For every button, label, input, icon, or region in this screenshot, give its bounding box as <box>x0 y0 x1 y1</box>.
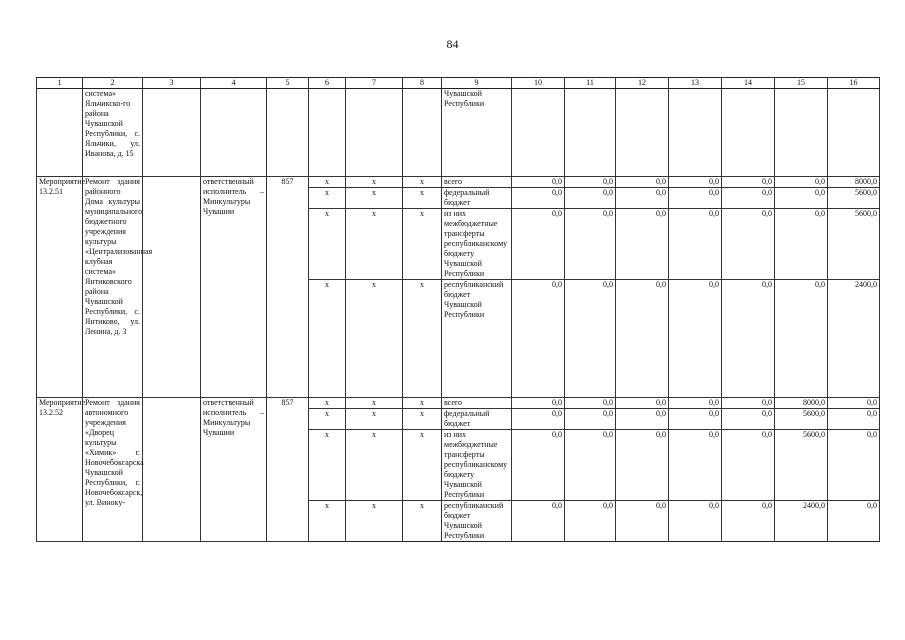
cell: х <box>309 430 346 501</box>
funding-source: федеральный бюджет <box>442 409 512 430</box>
funding-source: федеральный бюджет <box>442 188 512 209</box>
measure-id: Мероприятие 13.2.51 <box>37 177 83 398</box>
value: 0,0 <box>565 398 616 409</box>
value: 2400,0 <box>828 280 880 398</box>
value: 0,0 <box>512 398 565 409</box>
value: 0,0 <box>669 409 722 430</box>
col-number: 11 <box>565 78 616 89</box>
value: 5600,0 <box>775 430 828 501</box>
cell: х <box>346 501 403 542</box>
cell: х <box>309 188 346 209</box>
value: 0,0 <box>616 398 669 409</box>
value: 0,0 <box>565 409 616 430</box>
value: 0,0 <box>616 501 669 542</box>
cell: х <box>309 409 346 430</box>
funding-source: республиканский бюджет Чувашской Республики <box>442 280 512 398</box>
executor: ответственный исполнитель – Минкультуры Чувашии <box>201 398 267 542</box>
value: 8000,0 <box>828 177 880 188</box>
value: 0,0 <box>565 177 616 188</box>
executor: ответственный исполнитель – Минкультуры Чувашии <box>201 177 267 398</box>
continuation-source: Чувашской Республики <box>442 89 512 177</box>
col-number: 4 <box>201 78 267 89</box>
cell: х <box>403 430 442 501</box>
value: 0,0 <box>616 409 669 430</box>
value: 0,0 <box>775 280 828 398</box>
col-number: 7 <box>346 78 403 89</box>
value: 0,0 <box>669 430 722 501</box>
cell: х <box>309 177 346 188</box>
page-number: 84 <box>446 37 459 51</box>
funding-source: всего <box>442 398 512 409</box>
col-number: 2 <box>83 78 143 89</box>
value: 0,0 <box>722 398 775 409</box>
value: 0,0 <box>828 501 880 542</box>
cell: х <box>346 177 403 188</box>
value: 0,0 <box>775 188 828 209</box>
value: 0,0 <box>616 188 669 209</box>
value: 0,0 <box>565 501 616 542</box>
value: 0,0 <box>512 209 565 280</box>
value: 0,0 <box>565 209 616 280</box>
value: 0,0 <box>512 501 565 542</box>
continuation-name: система» Яльчикско-го района Чувашской Республики, с. Яльчики, ул. Иванова, д. 15 <box>83 89 143 177</box>
funding-source: из них межбюджетные трансферты республиканскому бюджету Чувашской Республики <box>442 209 512 280</box>
value: 0,0 <box>722 280 775 398</box>
cell: х <box>346 280 403 398</box>
col-number: 6 <box>309 78 346 89</box>
value: 0,0 <box>565 430 616 501</box>
value: 0,0 <box>616 177 669 188</box>
value: 2400,0 <box>775 501 828 542</box>
col-number: 5 <box>267 78 309 89</box>
code: 857 <box>267 398 309 542</box>
value: 0,0 <box>828 430 880 501</box>
col-number: 9 <box>442 78 512 89</box>
value: 0,0 <box>828 398 880 409</box>
cell: х <box>346 209 403 280</box>
cell: х <box>403 177 442 188</box>
value: 0,0 <box>669 398 722 409</box>
value: 0,0 <box>722 409 775 430</box>
col-number: 8 <box>403 78 442 89</box>
value: 0,0 <box>512 280 565 398</box>
budget-table <box>36 77 880 542</box>
cell: х <box>346 430 403 501</box>
col-number: 3 <box>143 78 201 89</box>
cell: х <box>403 188 442 209</box>
value: 0,0 <box>512 177 565 188</box>
col-number: 14 <box>722 78 775 89</box>
cell: х <box>403 501 442 542</box>
value: 0,0 <box>616 280 669 398</box>
value: 0,0 <box>565 280 616 398</box>
col-number: 1 <box>37 78 83 89</box>
cell: х <box>403 280 442 398</box>
measure-id: Мероприятие 13.2.52 <box>37 398 83 542</box>
value: 0,0 <box>722 501 775 542</box>
column-number-row <box>37 78 880 89</box>
col-number: 13 <box>669 78 722 89</box>
value: 0,0 <box>512 430 565 501</box>
table-row <box>37 398 880 409</box>
value: 0,0 <box>722 188 775 209</box>
funding-source: из них межбюджетные трансферты республиканскому бюджету Чувашской Республики <box>442 430 512 501</box>
col-number: 15 <box>775 78 828 89</box>
table-row <box>37 177 880 188</box>
funding-source: всего <box>442 177 512 188</box>
value: 0,0 <box>565 188 616 209</box>
continuation-row <box>37 89 880 177</box>
cell: х <box>309 280 346 398</box>
value: 0,0 <box>616 209 669 280</box>
value: 0,0 <box>512 409 565 430</box>
value: 0,0 <box>775 209 828 280</box>
value: 0,0 <box>722 177 775 188</box>
col-number: 16 <box>828 78 880 89</box>
value: 0,0 <box>828 409 880 430</box>
value: 0,0 <box>722 209 775 280</box>
cell: х <box>346 398 403 409</box>
value: 0,0 <box>722 430 775 501</box>
col-number: 12 <box>616 78 669 89</box>
value: 0,0 <box>616 430 669 501</box>
cell: х <box>403 398 442 409</box>
value: 0,0 <box>775 177 828 188</box>
cell: х <box>309 398 346 409</box>
value: 5600,0 <box>775 409 828 430</box>
cell: х <box>346 188 403 209</box>
value: 0,0 <box>669 209 722 280</box>
measure-name: Ремонт здания автономного учреждения «Дворец культуры «Химик» г. Новочебоксарска Чувашской Республики, г. Новочебоксарск, ул. Виноку- <box>83 398 143 542</box>
code: 857 <box>267 177 309 398</box>
cell: х <box>309 501 346 542</box>
value: 5600,0 <box>828 209 880 280</box>
cell: х <box>403 209 442 280</box>
cell: х <box>403 409 442 430</box>
funding-source: республиканский бюджет Чувашской Республики <box>442 501 512 542</box>
value: 5600,0 <box>828 188 880 209</box>
cell: х <box>309 209 346 280</box>
value: 0,0 <box>669 501 722 542</box>
measure-name: Ремонт здания районного Дома культуры муниципального бюджетного учреждения культуры «Централизованная клубная система» Янтиковского района Чувашской Республики, с. Янтиково, ул. Ленина, д. 3 <box>83 177 143 398</box>
value: 0,0 <box>669 280 722 398</box>
value: 0,0 <box>669 188 722 209</box>
value: 8000,0 <box>775 398 828 409</box>
value: 0,0 <box>669 177 722 188</box>
cell: х <box>346 409 403 430</box>
col-number: 10 <box>512 78 565 89</box>
value: 0,0 <box>512 188 565 209</box>
